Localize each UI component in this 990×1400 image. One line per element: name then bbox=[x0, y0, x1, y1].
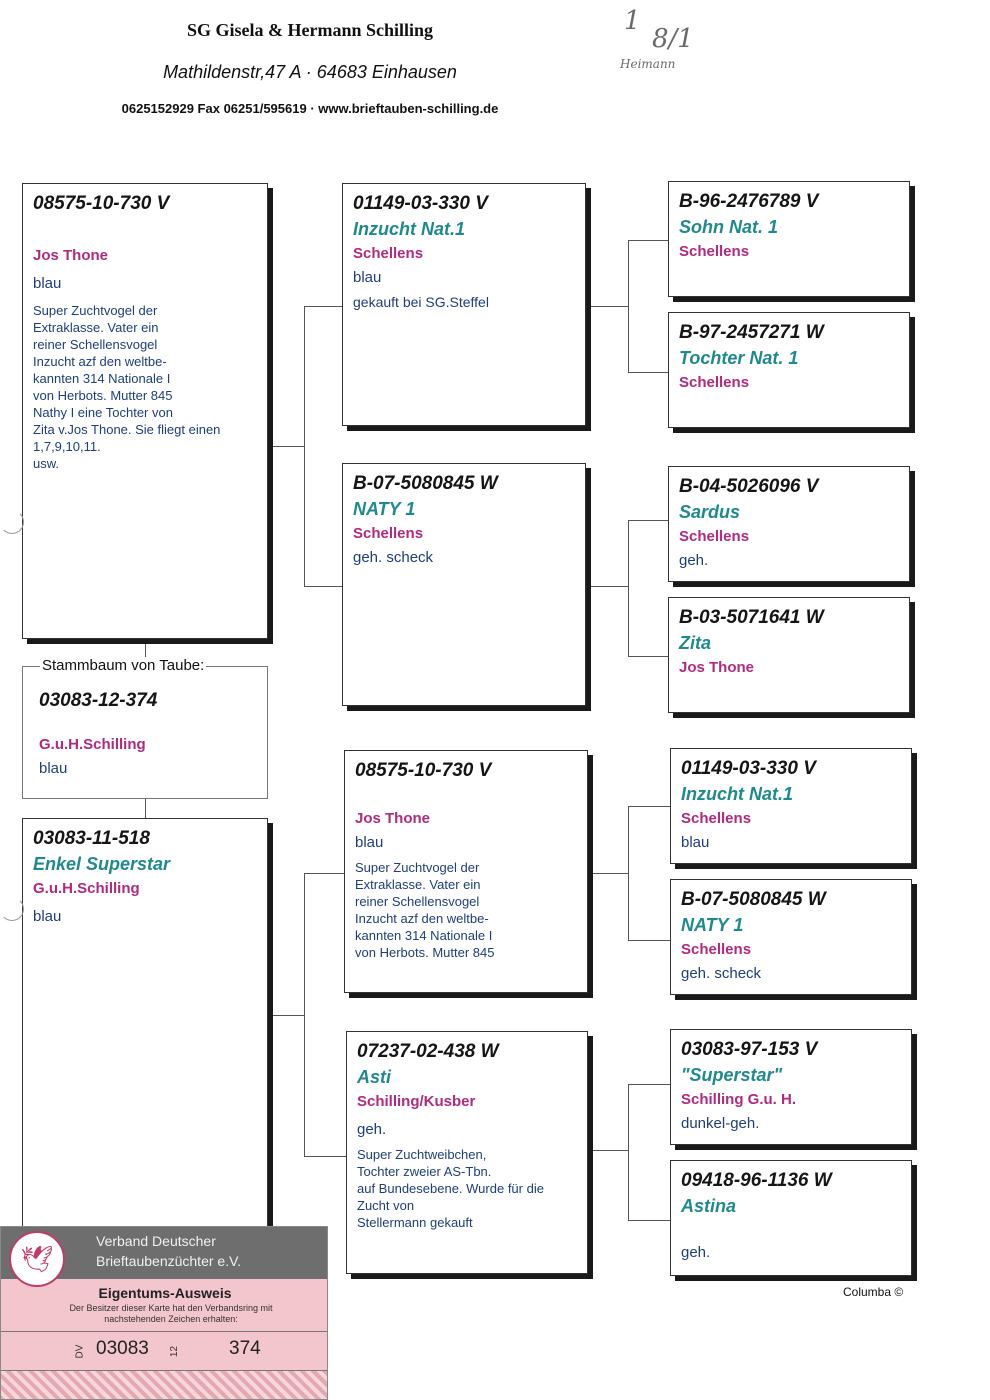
sds-card bbox=[668, 466, 910, 582]
breeder-name: SG Gisela & Hermann Schilling bbox=[186, 20, 434, 40]
sdd-name: Zita bbox=[679, 633, 712, 653]
breeder-contact: 0625152929 Fax 06251/595619 · www.brieftauben-schilling.de bbox=[121, 101, 499, 116]
connector bbox=[590, 873, 628, 874]
connector bbox=[628, 372, 668, 373]
dam-color: blau bbox=[33, 908, 62, 925]
connector bbox=[304, 1156, 346, 1157]
sdd-ring-number: B-03-5071641 W bbox=[679, 607, 824, 628]
handwritten-note bbox=[618, 2, 706, 76]
connector bbox=[590, 586, 628, 587]
dd-color: geh. bbox=[357, 1121, 387, 1138]
connector bbox=[590, 1150, 628, 1151]
connector bbox=[628, 520, 629, 656]
dam-sire-card bbox=[344, 750, 588, 993]
sdd-card bbox=[668, 597, 910, 713]
software-credit: Columba © bbox=[843, 1285, 904, 1299]
ownership-card-subtitle: Der Besitzer dieser Karte hat den Verbandsring mit nachstehenden Zeichen erhalten: bbox=[69, 1303, 273, 1324]
ring-code-row bbox=[1, 1331, 328, 1371]
dam-name: Enkel Superstar bbox=[33, 854, 171, 874]
dam-owner: G.u.H.Schilling bbox=[33, 880, 140, 897]
ss-ring-number: 01149-03-330 V bbox=[353, 193, 488, 214]
ring-year: 12 bbox=[169, 1345, 181, 1358]
ring-number: 374 bbox=[229, 1338, 261, 1359]
dam-dam-card bbox=[346, 1031, 588, 1274]
sss-ring-number: B-96-2476789 V bbox=[679, 191, 819, 212]
connector bbox=[304, 306, 305, 586]
subject-owner: G.u.H.Schilling bbox=[39, 736, 146, 753]
handwritten-name: Heimann bbox=[620, 57, 676, 71]
sire-note: Super Zuchtvogel der Extraklasse. Vater ein reiner Schellensvogel Inzucht azf den weltbe- kannten 314 Nationale I von Herbots. Mutter 845 Nathy I eine Tochter von Zita v.Jos Thone. Sie fliegt einen 1,7,9,10,11. usw. bbox=[33, 303, 221, 471]
connector bbox=[304, 873, 344, 874]
dsd-name: NATY 1 bbox=[681, 915, 744, 935]
association-name-line1: Verband Deutscher bbox=[96, 1233, 216, 1249]
sds-color: geh. bbox=[679, 552, 709, 569]
dss-ring-number: 01149-03-330 V bbox=[681, 758, 816, 779]
subject-color: blau bbox=[39, 760, 68, 777]
connector bbox=[628, 1084, 670, 1085]
dss-color: blau bbox=[681, 834, 710, 851]
dsd-ring-number: B-07-5080845 W bbox=[681, 889, 826, 910]
handwritten-number-1: 1 bbox=[624, 6, 641, 36]
connector bbox=[628, 1084, 629, 1220]
connector bbox=[628, 240, 668, 241]
ss-color: blau bbox=[353, 269, 382, 286]
connector bbox=[628, 806, 670, 807]
punch-hole bbox=[0, 510, 24, 534]
sds-name: Sardus bbox=[679, 502, 741, 522]
dds-name: "Superstar" bbox=[681, 1065, 783, 1085]
sd-owner: Schellens bbox=[353, 525, 424, 542]
ss-name: Inzucht Nat.1 bbox=[353, 219, 466, 239]
sdd-owner: Jos Thone bbox=[679, 659, 755, 676]
pedigree-label: Stammbaum von Taube: bbox=[42, 657, 205, 674]
sss-name: Sohn Nat. 1 bbox=[679, 217, 779, 237]
ddd-color: geh. bbox=[681, 1244, 711, 1261]
connector bbox=[268, 1015, 304, 1016]
sire-card bbox=[22, 183, 268, 639]
dds-owner: Schilling G.u. H. bbox=[681, 1091, 797, 1108]
ssd-card bbox=[668, 312, 910, 428]
ddd-card bbox=[670, 1160, 912, 1276]
connector bbox=[590, 306, 628, 307]
connector bbox=[628, 240, 629, 372]
breeder-address: Mathildenstr,47 A · 64683 Einhausen bbox=[163, 62, 457, 82]
sd-name: NATY 1 bbox=[353, 499, 416, 519]
sds-ring-number: B-04-5026096 V bbox=[679, 476, 819, 497]
dds-card bbox=[670, 1029, 912, 1145]
connector bbox=[304, 586, 342, 587]
connector bbox=[145, 798, 146, 818]
punch-hole bbox=[0, 897, 24, 921]
dss-card bbox=[670, 748, 912, 864]
sds-owner: Schellens bbox=[679, 528, 750, 545]
dd-note: Super Zuchtweibchen, Tochter zweier AS-Tbn. auf Bundesebene. Wurde für die Zucht von Stellermann gekauft bbox=[357, 1147, 544, 1230]
dss-name: Inzucht Nat.1 bbox=[681, 784, 794, 804]
security-pattern bbox=[1, 1371, 328, 1400]
ds-ring-number: 08575-10-730 V bbox=[355, 760, 492, 781]
dds-color: dunkel-geh. bbox=[681, 1115, 760, 1132]
connector bbox=[268, 446, 304, 447]
dds-ring-number: 03083-97-153 V bbox=[681, 1039, 818, 1060]
dove-logo-icon: 🕊 bbox=[9, 1231, 65, 1287]
sss-owner: Schellens bbox=[679, 243, 750, 260]
sire-owner: Jos Thone bbox=[33, 247, 109, 264]
subject-card bbox=[22, 666, 268, 799]
ds-color: blau bbox=[355, 834, 384, 851]
sd-color: geh. scheck bbox=[353, 549, 434, 566]
connector bbox=[628, 940, 670, 941]
dsd-card bbox=[670, 879, 912, 995]
connector bbox=[628, 806, 629, 940]
dd-ring-number: 07237-02-438 W bbox=[357, 1041, 499, 1062]
dam-ring-number: 03083-11-518 bbox=[33, 828, 150, 849]
ss-note: gekauft bei SG.Steffel bbox=[353, 294, 489, 310]
subject-ring-number: 03083-12-374 bbox=[39, 690, 158, 711]
connector bbox=[304, 873, 305, 1156]
ddd-name: Astina bbox=[681, 1196, 737, 1216]
connector bbox=[628, 520, 668, 521]
ds-owner: Jos Thone bbox=[355, 810, 431, 827]
connector bbox=[304, 306, 342, 307]
dam-card bbox=[22, 818, 268, 1228]
ss-owner: Schellens bbox=[353, 245, 424, 262]
dsd-owner: Schellens bbox=[681, 941, 752, 958]
sire-dam-card bbox=[342, 463, 586, 706]
dd-name: Asti bbox=[357, 1067, 392, 1087]
dv-label: DV bbox=[74, 1344, 86, 1359]
sire-ring-number: 08575-10-730 V bbox=[33, 193, 170, 214]
association-name-line2: Brieftaubenzüchter e.V. bbox=[96, 1253, 242, 1269]
dsd-color: geh. scheck bbox=[681, 965, 762, 982]
sire-color: blau bbox=[33, 275, 62, 292]
ownership-card-title: Eigentums-Ausweis bbox=[98, 1285, 232, 1301]
club-number: 03083 bbox=[96, 1338, 149, 1359]
ownership-card bbox=[0, 1226, 328, 1400]
sd-ring-number: B-07-5080845 W bbox=[353, 473, 498, 494]
dd-owner: Schilling/Kusber bbox=[357, 1093, 476, 1110]
ds-note: Super Zuchtvogel der Extraklasse. Vater ein reiner Schellensvogel Inzucht azf den weltbe- kannten 314 Nationale I von Herbots. Mutter 845 bbox=[355, 860, 495, 960]
connector bbox=[628, 656, 668, 657]
sire-sire-card bbox=[342, 183, 586, 426]
ddd-ring-number: 09418-96-1136 W bbox=[681, 1170, 832, 1191]
sss-card bbox=[668, 181, 910, 297]
dss-owner: Schellens bbox=[681, 810, 752, 827]
connector bbox=[628, 1220, 670, 1221]
handwritten-number-2: 8/1 bbox=[652, 24, 694, 54]
ssd-owner: Schellens bbox=[679, 374, 750, 391]
ssd-ring-number: B-97-2457271 W bbox=[679, 322, 824, 343]
ssd-name: Tochter Nat. 1 bbox=[679, 348, 799, 368]
